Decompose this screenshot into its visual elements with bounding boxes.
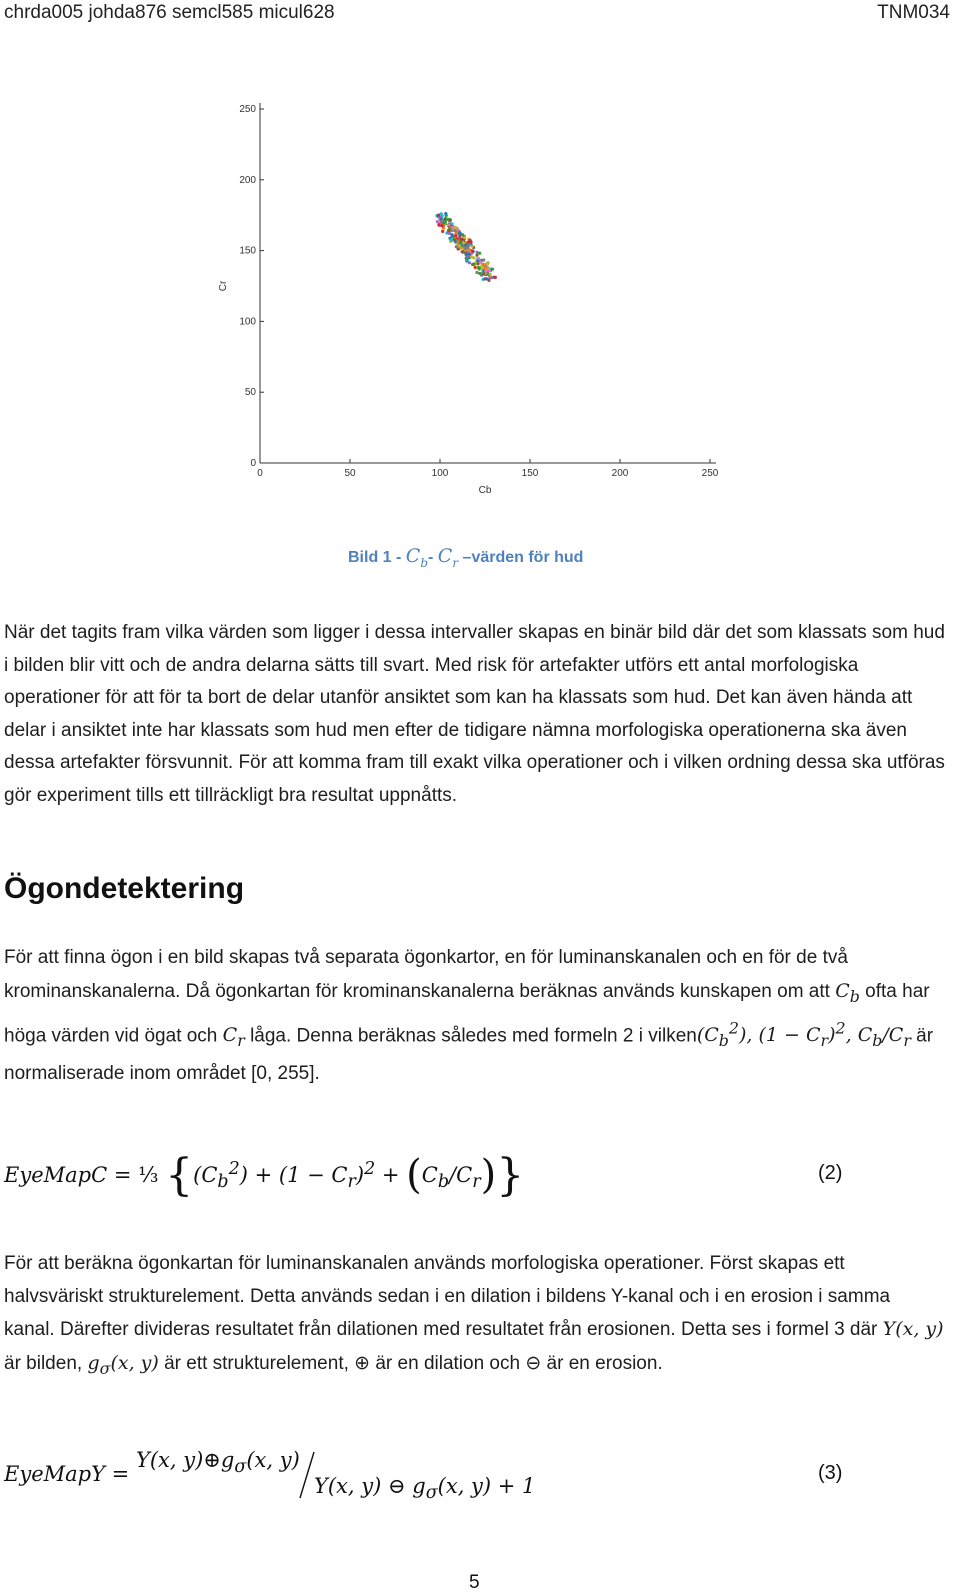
- data-point: [458, 244, 461, 247]
- x-tick-label: 150: [521, 468, 539, 479]
- data-point: [448, 227, 451, 230]
- data-point: [484, 269, 487, 272]
- data-point: [478, 272, 481, 275]
- data-point: [466, 255, 469, 258]
- data-point: [444, 212, 447, 215]
- y-tick-label: 50: [244, 387, 256, 399]
- y-tick-label: 100: [239, 316, 256, 328]
- y-axis-label: Cr: [218, 280, 229, 292]
- data-point: [476, 262, 479, 265]
- data-point: [459, 240, 462, 243]
- data-point: [447, 223, 450, 226]
- data-point: [461, 251, 464, 254]
- paragraph-skin-detection: När det tagits fram vilka värden som ligger i dessa intervaller skapas en binär bild där det som klassats som hud i bilden blir vitt och de andra delarna sätts till svart. Med risk för artefakter utförs ett antal morfologiska operationer för att för ta bort de delar utanför ansiktet som kan ha klassats som hud. Det kan även hända att delar i ansiktet inte har klassats som hud men efter de tidigare nämna morfologiska operationerna ska även dessa artefakter försvunnit. För att komma fram till exakt vilka operationer och i vilken ordning dessa ska utföras gör experiment tills ett tillräckligt bra resultat uppnåtts.: [4, 622, 945, 806]
- x-tick-label: 50: [344, 468, 356, 479]
- data-point: [475, 254, 478, 257]
- y-tick-label: 200: [239, 174, 256, 186]
- data-point: [471, 245, 474, 248]
- data-point: [444, 220, 447, 223]
- data-point: [468, 248, 471, 251]
- x-tick-label: 0: [257, 468, 263, 479]
- data-point: [470, 255, 473, 258]
- page-number: 5: [469, 1572, 480, 1593]
- data-point: [482, 272, 485, 275]
- data-point: [471, 249, 474, 252]
- data-point: [475, 271, 478, 274]
- data-point: [480, 264, 483, 267]
- data-point: [468, 261, 471, 264]
- data-point: [458, 232, 461, 235]
- x-tick-label: 100: [431, 468, 449, 479]
- x-tick-label: 250: [701, 468, 719, 479]
- data-point: [448, 232, 451, 235]
- equation-number-3: (3): [818, 1462, 843, 1484]
- data-point: [485, 277, 488, 280]
- data-point: [441, 230, 444, 233]
- data-point: [441, 220, 444, 223]
- data-point: [463, 236, 466, 239]
- data-point: [484, 266, 487, 269]
- y-tick-label: 250: [239, 104, 256, 115]
- data-point: [450, 222, 453, 225]
- data-point: [486, 262, 489, 265]
- data-point: [487, 269, 490, 272]
- data-point: [454, 226, 457, 229]
- paragraph-eye-map-chroma: För att finna ögon i en bild skapas två separata ögonkartor, en för luminanskanalen och en för de två krominanskanalerna. Då ögonkartan för krominanskanalerna beräknas används kunskapen om att $C_b$ ofta har höga värden vid ögat och $C_r$ låga. Denna beräknas således med formeln 2 i $vilken(C_b^2)$, $(1 - C_r)^2$, $C_b/C_r$ är normaliserade inom området [0, 255].: [4, 947, 934, 1084]
- x-tick-label: 200: [611, 468, 629, 479]
- paragraph-eye-map-luma: För att beräkna ögonkartan för luminanskanalen används morfologiska operationer. Först skapas ett halvsväriskt strukturelement. Detta används sedan i en dilation i bildens Y-kanal och i en erosion i samma kanal. Därefter divideras resultatet från dilationen med resultatet från erosionen. Detta ses i formel 3 där Y(x, y) är bilden, $g_\sigma(x$, y) är ett strukturelement, ⊕ är en dilation och ⊖ är en erosion.: [4, 1253, 944, 1378]
- data-point: [449, 219, 452, 222]
- data-point: [494, 276, 497, 279]
- data-point: [478, 252, 481, 255]
- math-term-list: $(C_b^2)$, $(1 - C_r)^2$, $C_b/C_r$: [696, 1018, 911, 1051]
- data-point: [464, 247, 467, 250]
- data-point: [491, 268, 494, 271]
- header-course-code: TNM034: [877, 2, 950, 23]
- equation-eyemapc: EyeMapC = ¹⁄₃ $\{(C_b^2) + (1 - C_r)^2 + (C_b/C_r)\}$: [4, 1150, 525, 1201]
- figure-caption: Bild $1 - C_b-$ $C_r$ –värden för hud: [348, 545, 584, 570]
- data-point: [477, 266, 480, 269]
- data-point: [461, 233, 464, 236]
- section-heading: Ögondetektering: [4, 872, 245, 905]
- data-point: [467, 241, 470, 244]
- equation-number-2: (2): [818, 1162, 843, 1184]
- header-authors: chrda005 johda876 semcl585 micul628: [4, 2, 335, 23]
- data-point: [437, 220, 440, 223]
- x-axis-label: Cb: [478, 485, 492, 496]
- data-point: [437, 223, 440, 226]
- data-point: [479, 261, 482, 264]
- data-point: [440, 224, 443, 227]
- math-cr: $C_r$: [222, 1024, 245, 1051]
- data-point: [454, 234, 457, 237]
- data-point: [482, 258, 485, 261]
- data-point: [457, 247, 460, 250]
- data-point: [472, 262, 475, 265]
- y-tick-label: 150: [239, 245, 256, 257]
- data-point: [450, 238, 453, 241]
- data-point: [453, 239, 456, 242]
- math-cb: $C_b$: [835, 979, 860, 1006]
- data-point: [489, 273, 492, 276]
- data-point: [437, 213, 440, 216]
- cb-cr-scatter-chart: [200, 95, 740, 515]
- data-point: [477, 257, 480, 260]
- y-tick-label: 0: [250, 458, 256, 469]
